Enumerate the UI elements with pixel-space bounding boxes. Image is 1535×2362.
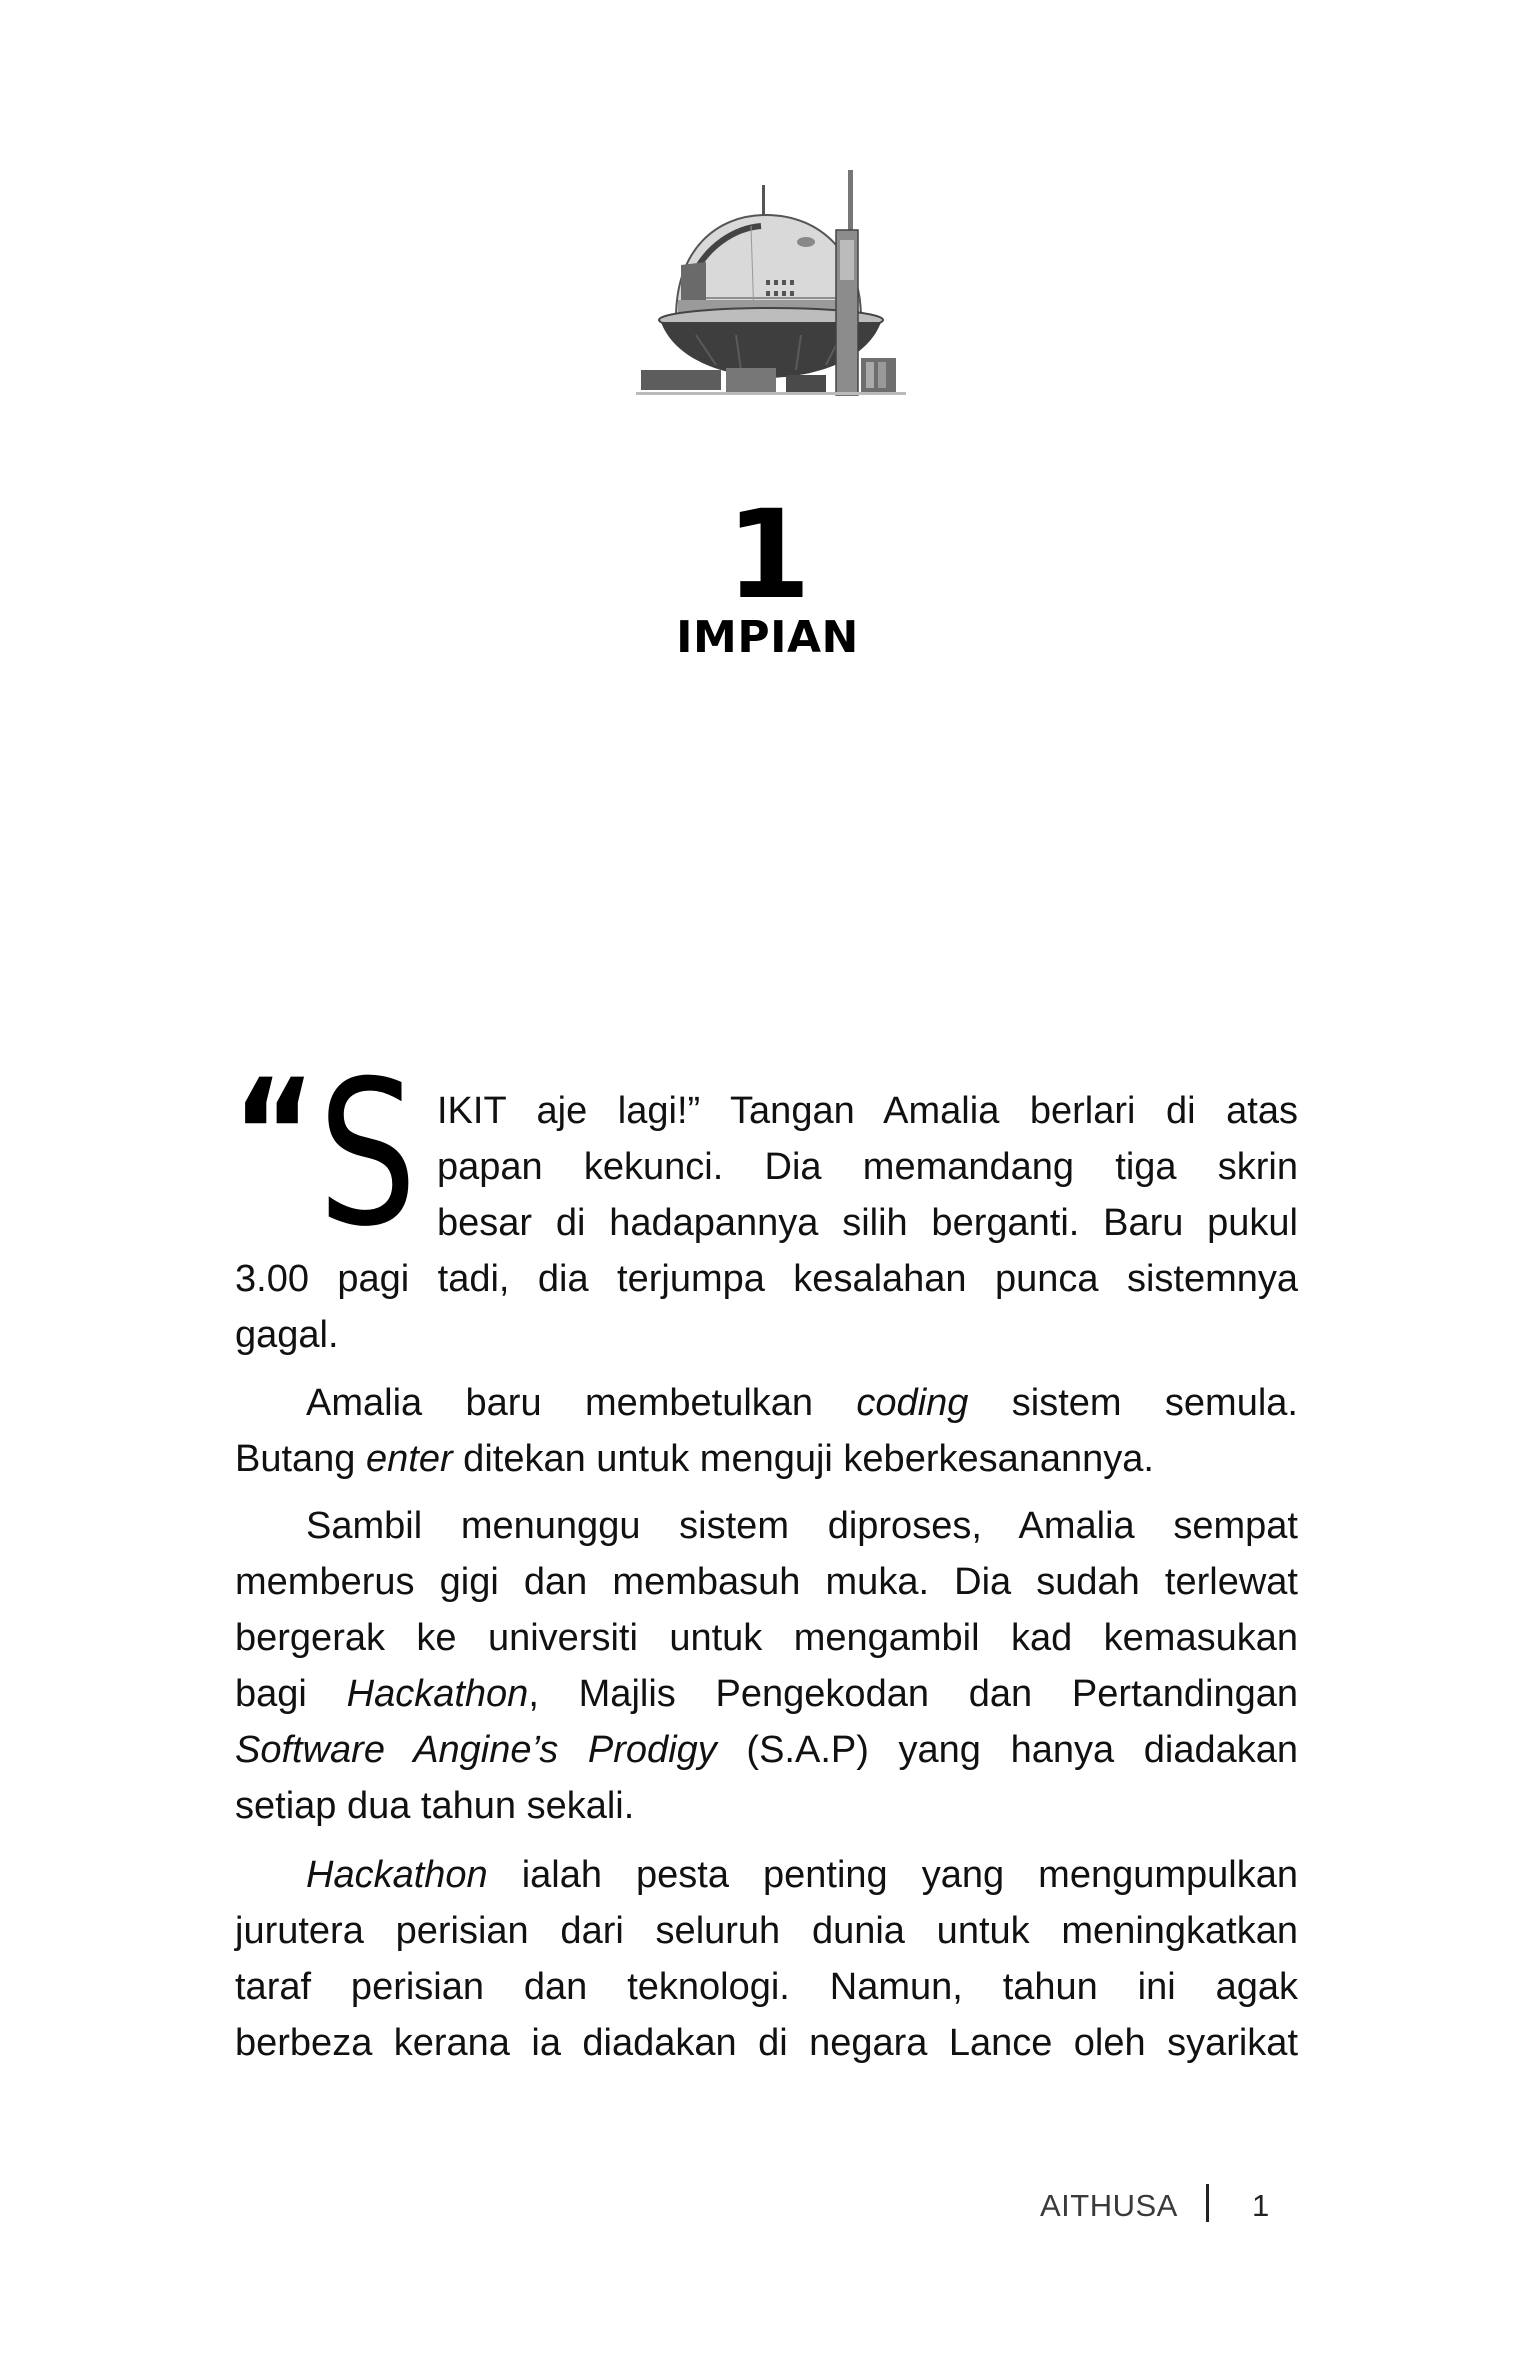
text-line: Sambil menunggu sistem diproses, Amalia sempat [306, 1505, 1298, 1547]
text-line: bagi Hackathon, Majlis Pengekodan dan Pertandingan [235, 1673, 1299, 1715]
italic-term: coding [856, 1382, 969, 1424]
text-line: taraf perisian dan teknologi. Namun, tahun ini agak [235, 1966, 1298, 2008]
chapter-number: 1 [726, 484, 809, 626]
text-line: besar di hadapannya silih berganti. Baru pukul [437, 1202, 1298, 1244]
chapter-title: IMPIAN [676, 612, 859, 663]
page-number: 1 [1252, 2188, 1270, 2223]
text-line: Butang enter ditekan untuk menguji keberkesanannya. [235, 1438, 1154, 1480]
dropcap-letter: S [318, 1038, 418, 1271]
text-line: bergerak ke universiti untuk mengambil kad kemasukan [235, 1617, 1298, 1659]
running-footer-title: AITHUSA [1040, 2188, 1178, 2223]
text-line: Amalia baru membetulkan coding sistem semula. [306, 1382, 1298, 1424]
text-line: memberus gigi dan membasuh muka. Dia sudah terlewat [235, 1561, 1298, 1603]
text-line: Software Angine’s Prodigy (S.A.P) yang hanya diadakan [235, 1729, 1298, 1771]
italic-term: enter [366, 1438, 453, 1480]
text-line: berbeza kerana ia diadakan di negara Lance oleh syarikat [235, 2022, 1298, 2064]
text-line: setiap dua tahun sekali. [235, 1785, 635, 1827]
italic-term: Hackathon [346, 1673, 529, 1715]
text-line: Hackathon ialah pesta penting yang mengumpulkan [306, 1854, 1298, 1896]
chapter-illustration [636, 170, 906, 400]
dropcap-quote-mark: “ [232, 1048, 316, 1222]
text-line: gagal. [235, 1314, 339, 1356]
text-line: jurutera perisian dari seluruh dunia untuk meningkatkan [235, 1910, 1298, 1952]
italic-term: Hackathon [306, 1854, 488, 1896]
text-line: 3.00 pagi tadi, dia terjumpa kesalahan punca sistemnya [235, 1258, 1298, 1300]
text-line: IKIT aje lagi!” Tangan Amalia berlari di atas [437, 1090, 1298, 1132]
italic-term: Software Angine’s Prodigy [235, 1729, 717, 1771]
sci-fi-dome-building-icon [636, 170, 906, 400]
text-line: papan kekunci. Dia memandang tiga skrin [437, 1146, 1298, 1188]
footer-divider [1206, 2184, 1209, 2222]
